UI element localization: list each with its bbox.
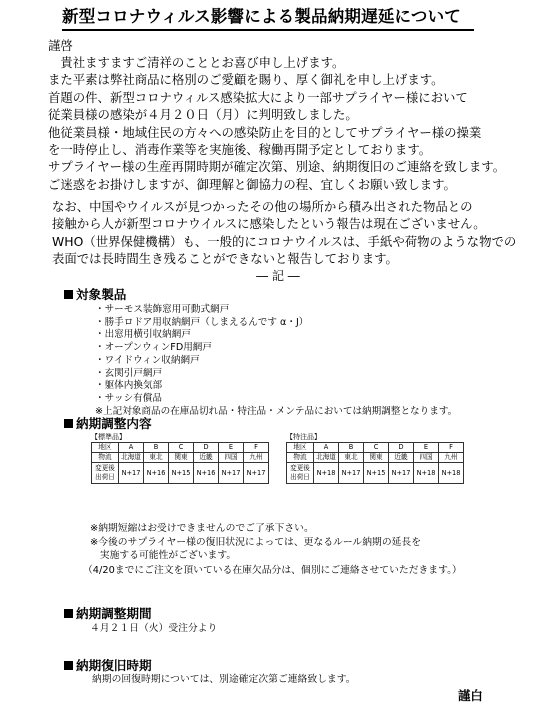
- table-cell: 北海道: [314, 453, 339, 463]
- who-paragraph: [52, 198, 516, 268]
- period-text: ４月２１日（火）受注分より: [90, 623, 218, 634]
- table-row: [287, 443, 464, 453]
- table-cell: 地区: [287, 443, 314, 453]
- who-line: 接触から人が新型コロナウイルスに感染したという報告は現在ございません。: [52, 216, 486, 232]
- product-item: ・ワイドウィン収納網戸: [95, 354, 200, 366]
- standard-lead-time-table: [91, 442, 269, 484]
- table-cell: N+18: [439, 463, 464, 484]
- closing: 謹白: [458, 688, 483, 703]
- table-cell: N+17: [119, 463, 144, 484]
- section-period-heading: 納期調整期間: [64, 603, 152, 622]
- table-cell: 近畿: [389, 453, 414, 463]
- table-row: [287, 463, 464, 484]
- standard-table-caption: 【標準品】: [91, 433, 126, 441]
- table-cell: C: [364, 443, 389, 453]
- intro-line: 従業員様の感染が４月２０日（月）に判明致しました。: [48, 107, 358, 123]
- table-cell: 関東: [364, 453, 389, 463]
- intro-paragraph: [48, 54, 505, 193]
- table-cell: 北海道: [119, 453, 144, 463]
- table-cell: C: [169, 443, 194, 453]
- table-cell: N+18: [314, 463, 339, 484]
- table-cell: 地区: [92, 443, 119, 453]
- table-cell: N+17: [339, 463, 364, 484]
- table-cell: N+16: [194, 463, 219, 484]
- intro-line: 首題の件、新型コロナウィルス感染拡大により一部サプライヤー様において: [48, 89, 468, 105]
- section-adjust-heading: 納期調整内容: [64, 413, 152, 432]
- intro-line: を一時停止し、消毒作業等を実施後、稼働再開予定としております。: [48, 142, 432, 158]
- table-cell: 四国: [414, 453, 439, 463]
- adjust-note: 実施する可能性がございます。: [90, 550, 237, 561]
- table-cell: A: [314, 443, 339, 453]
- table-cell: D: [194, 443, 219, 453]
- table-cell: B: [144, 443, 169, 453]
- special-table-caption: 【特注品】: [286, 433, 321, 441]
- table-cell: F: [439, 443, 464, 453]
- intro-line: 貴社ますますご清祥のこととお喜び申し上げます。: [48, 55, 345, 70]
- intro-line: ご迷惑をお掛けしますが、御理解と御協力の程、宜しくお願い致します。: [48, 176, 456, 192]
- table-cell: N+17: [244, 463, 269, 484]
- table-cell: 九州: [244, 453, 269, 463]
- table-cell: 関東: [169, 453, 194, 463]
- salutation: 謹啓: [48, 38, 73, 53]
- table-cell: 物流: [287, 453, 314, 463]
- intro-line: また平素は弊社商品に格別のご愛顧を賜り、厚く御礼を申し上げます。: [48, 72, 444, 88]
- table-cell: 東北: [339, 453, 364, 463]
- product-item: ・勝手ロドア用収納網戸（しまえるんです α・J）: [95, 316, 309, 328]
- table-cell: 変更後 出荷日: [92, 463, 119, 484]
- table-cell: E: [219, 443, 244, 453]
- page-title: 新型コロナウィルス影響による製品納期遅延について: [62, 6, 474, 31]
- who-line: なお、中国やウイルスが見つかったその他の場所から積み出された物品との: [52, 199, 473, 214]
- table-cell: F: [244, 443, 269, 453]
- table-cell: N+15: [364, 463, 389, 484]
- products-list: [95, 304, 457, 418]
- table-cell: E: [414, 443, 439, 453]
- adjust-notes: [90, 522, 421, 563]
- special-lead-time-table: [286, 442, 464, 484]
- product-item: ・出窓用横引収納網戸: [95, 329, 191, 341]
- table-row: [92, 453, 269, 463]
- table-cell: A: [119, 443, 144, 453]
- intro-line: 他従業員様・地域住民の方々への感染防止を目的としてサプライヤー様の操業: [48, 124, 482, 140]
- section-recovery-heading: 納期復旧時期: [64, 655, 152, 674]
- table-cell: N+15: [169, 463, 194, 484]
- adjust-note-individual: （4/20までにご注文を頂いている在庫欠品分は、個別にご連絡させていただきます。）: [83, 565, 462, 576]
- table-cell: N+17: [389, 463, 414, 484]
- table-cell: 九州: [439, 453, 464, 463]
- recovery-text: 納期の回復時期については、別途確定次第ご連絡致します。: [92, 674, 356, 685]
- table-row: [92, 463, 269, 484]
- product-item: ・躯体内換気部: [95, 380, 163, 392]
- who-line: WHO（世界保健機構）も、一般的にコロナウイルスは、手紙や荷物のような物での: [52, 233, 517, 249]
- table-row: [92, 443, 269, 453]
- adjust-note: ※納期短縮はお受けできませんのでご了承下さい。: [90, 523, 314, 534]
- table-cell: 四国: [219, 453, 244, 463]
- ki-marker: ― 記 ―: [256, 269, 300, 283]
- square-bullet-icon: [64, 419, 73, 428]
- product-item: ・玄関引戸網戸: [95, 367, 163, 379]
- product-item: ・サッシ有償品: [95, 392, 162, 404]
- square-bullet-icon: [64, 290, 73, 299]
- special-table-block: [286, 432, 464, 484]
- table-cell: N+18: [414, 463, 439, 484]
- product-item: ・サーモス装飾窓用可動式網戸: [95, 304, 230, 315]
- product-item: ・オープンウィンFD用網戸: [95, 342, 212, 354]
- table-cell: D: [389, 443, 414, 453]
- table-cell: B: [339, 443, 364, 453]
- square-bullet-icon: [64, 609, 73, 618]
- table-cell: 物流: [92, 453, 119, 463]
- table-cell: 近畿: [194, 453, 219, 463]
- who-line: 表面では長時間生き残ることができないと報告しております。: [52, 251, 398, 267]
- table-cell: 変更後 出荷日: [287, 463, 314, 484]
- intro-line: サプライヤー様の生産再開時期が確定次第、別途、納期復旧のご連絡を致します。: [48, 159, 506, 175]
- table-cell: N+17: [219, 463, 244, 484]
- product-note: ※上記対象商品の在庫品切れ品・特注品・メンテ品においては納期調整となります。: [95, 405, 458, 417]
- section-products-heading: 対象製品: [64, 284, 126, 303]
- square-bullet-icon: [64, 661, 73, 670]
- table-row: [287, 453, 464, 463]
- table-cell: N+16: [144, 463, 169, 484]
- standard-table-block: [91, 432, 269, 484]
- adjust-note: ※今後のサプライヤー様の復旧状況によっては、更なるルール納期の延長を: [90, 536, 422, 548]
- table-cell: 東北: [144, 453, 169, 463]
